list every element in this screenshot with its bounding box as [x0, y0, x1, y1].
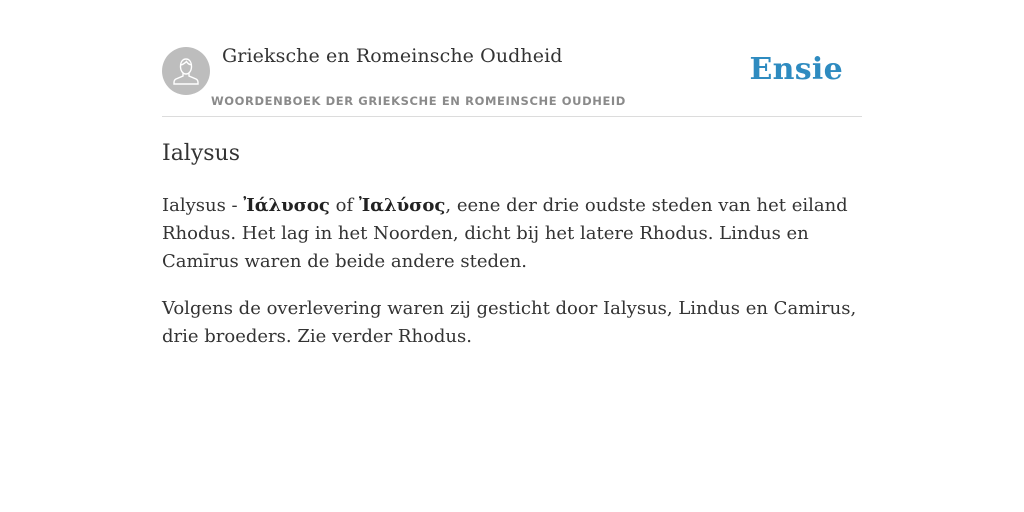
brand-logo[interactable]: Ensie	[749, 52, 843, 87]
user-icon	[162, 47, 210, 95]
paragraph-prefix: Ialysus -	[162, 195, 244, 216]
paragraph-suffix: , eene der drie oudste steden van het eiland Rhodus. Het lag in het Noorden, dicht bij het latere Rhodus. Lindus en Camīrus waren de beide andere steden.	[162, 195, 848, 272]
greek-term-2: Ἰαλύσος	[358, 195, 446, 216]
paragraph-joiner: of	[329, 195, 359, 216]
source-header	[162, 40, 862, 117]
greek-term-1: Ἰάλυσος	[243, 195, 330, 216]
page-title: Ialysus	[162, 141, 241, 166]
source-title[interactable]: Grieksche en Romeinsche Oudheid	[222, 45, 563, 67]
avatar[interactable]	[162, 47, 210, 95]
entry-paragraph-1	[162, 192, 862, 276]
source-subtitle: WOORDENBOEK DER GRIEKSCHE EN ROMEINSCHE OUDHEID	[211, 94, 626, 108]
entry-paragraph-2: Volgens de overlevering waren zij gesticht door Ialysus, Lindus en Camirus, drie broeders. Zie verder Rhodus.	[162, 298, 857, 347]
entry-content	[162, 192, 862, 370]
